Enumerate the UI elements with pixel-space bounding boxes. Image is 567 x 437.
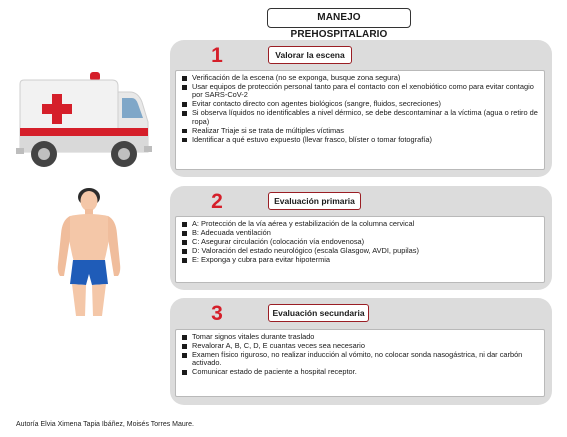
step-1-number: 1 xyxy=(211,44,223,67)
bullet-icon xyxy=(182,222,187,227)
list-item: Usar equipos de protección personal tanto para el contacto con el xenobiótico como para evitar contagio por SARS-CoV-2 xyxy=(182,83,538,100)
bullet-icon xyxy=(182,129,187,134)
bullet-icon xyxy=(182,85,187,90)
credit-text: Autoría Elvia Ximena Tapia Ibáñez, Moisés Torres Maure. xyxy=(16,421,194,428)
step-3-content xyxy=(175,329,545,397)
list-item: Realizar Triaje si se trata de múltiples víctimas xyxy=(182,127,538,135)
ambulance-icon xyxy=(14,66,154,172)
list-item: Examen físico riguroso, no realizar inducción al vómito, no colocar sonda nasogástrica, ni dar carbón activado. xyxy=(182,351,538,368)
step-3-title: Evaluación secundaria xyxy=(268,304,369,322)
bullet-icon xyxy=(182,240,187,245)
step-1-title: Valorar la escena xyxy=(268,46,352,64)
list-item: Si observa líquidos no identificables a nivel dérmico, se debe descontaminar a la víctima (agua o retiro de ropa) xyxy=(182,109,538,126)
list-item: C: Asegurar circulación (colocación vía endovenosa) xyxy=(182,238,538,246)
bullet-icon xyxy=(182,258,187,263)
bullet-icon xyxy=(182,344,187,349)
list-item: Identificar a qué estuvo expuesto (llevar frasco, blíster o tomar fotografía) xyxy=(182,136,538,144)
step-3-panel xyxy=(170,298,552,405)
bullet-icon xyxy=(182,370,187,375)
bullet-icon xyxy=(182,353,187,358)
bullet-icon xyxy=(182,335,187,340)
list-item: Tomar signos vitales durante traslado xyxy=(182,333,538,341)
bullet-icon xyxy=(182,102,187,107)
step-2-title: Evaluación primaria xyxy=(268,192,361,210)
list-item: Evitar contacto directo con agentes biológicos (sangre, fluidos, secreciones) xyxy=(182,100,538,108)
bullet-icon xyxy=(182,111,187,116)
step-1-content xyxy=(175,70,545,170)
step-2-panel xyxy=(170,186,552,290)
bullet-icon xyxy=(182,249,187,254)
bullet-icon xyxy=(182,231,187,236)
step-1-panel xyxy=(170,40,552,177)
list-item: Revalorar A, B, C, D, E cuantas veces sea necesario xyxy=(182,342,538,350)
step-2-number: 2 xyxy=(211,190,223,213)
list-item: Verificación de la escena (no se exponga, busque zona segura) xyxy=(182,74,538,82)
list-item: Comunicar estado de paciente a hospital receptor. xyxy=(182,368,538,376)
list-item: A: Protección de la vía aérea y estabilización de la columna cervical xyxy=(182,220,538,228)
list-item: B: Adecuada ventilación xyxy=(182,229,538,237)
bullet-icon xyxy=(182,76,187,81)
step-2-content xyxy=(175,216,545,283)
main-title: MANEJO PREHOSPITALARIO xyxy=(267,8,411,28)
list-item: D: Valoración del estado neurológico (escala Glasgow, AVDI, pupilas) xyxy=(182,247,538,255)
bullet-icon xyxy=(182,138,187,143)
list-item: E: Exponga y cubra para evitar hipotermia xyxy=(182,256,538,264)
patient-figure-icon xyxy=(48,186,130,320)
step-3-number: 3 xyxy=(211,302,223,325)
